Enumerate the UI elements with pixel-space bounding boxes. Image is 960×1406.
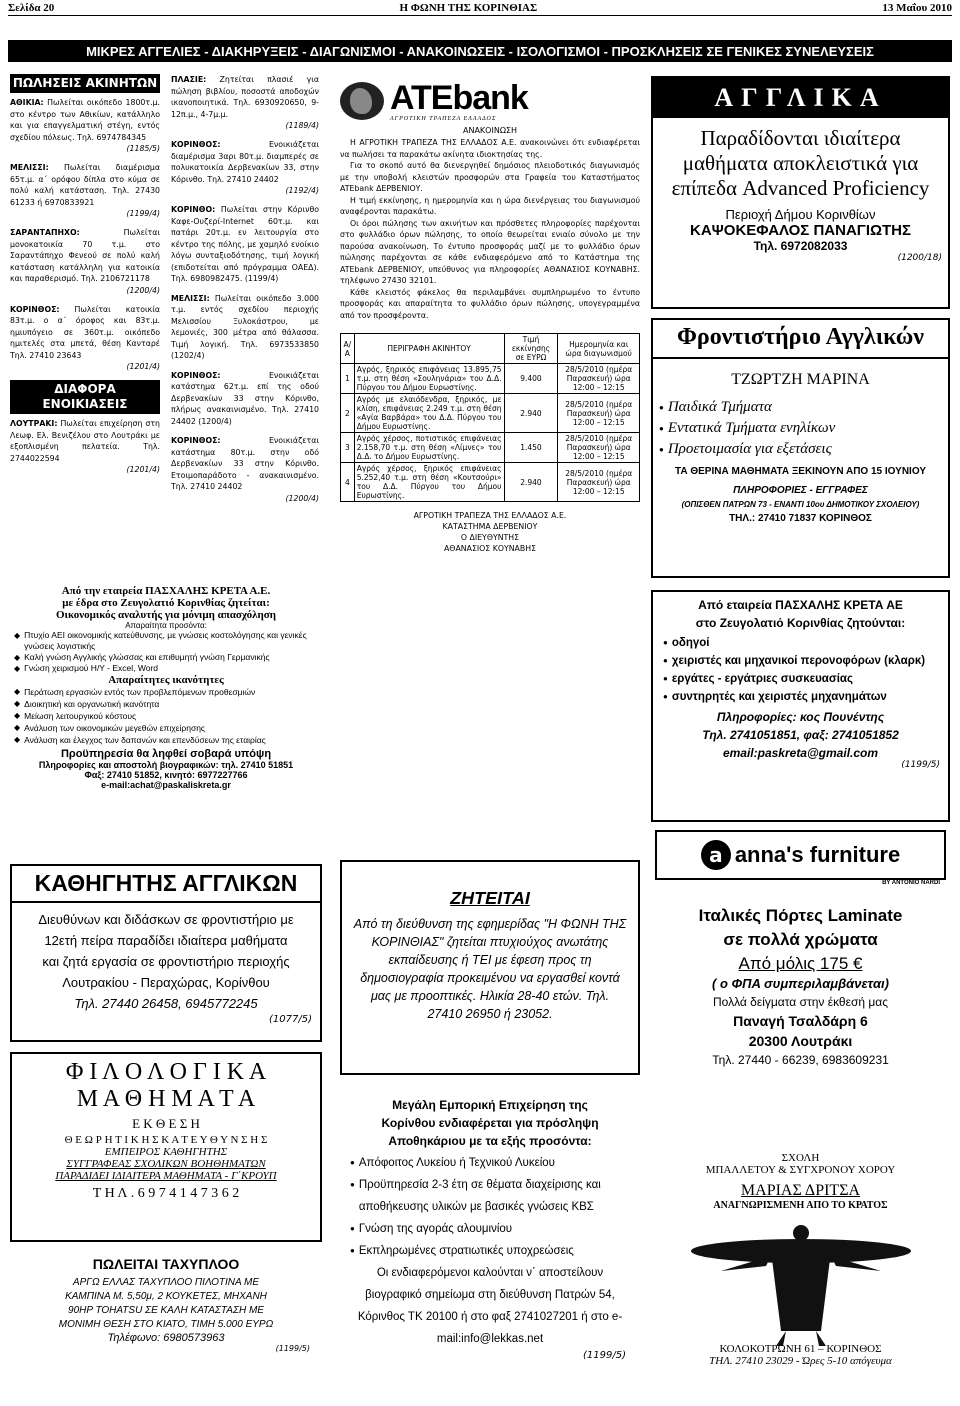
list-item-text: συντηρητές και χειριστές μηχανημάτων (671, 691, 887, 703)
job-title: Οικονομικός αναλυτής για μόνιμη απασχόληση (55, 609, 277, 621)
list-item-text: εργάτες - εργάτριες συσκευασίας (671, 673, 853, 685)
philology-line: ΠΑΡΑΔΙΔΕΙ ΙΔΙΑΙΤΕΡΑ ΜΑΘΗΜΑΤΑ - Γ΄ΚΡΟΥΠ (55, 1170, 277, 1182)
table-cell: Αγρός με ελαιόδενδρα, ξηρικός, με κλίση, επιφάνειας 2.249 τ.μ. στη θέση «Αγία Βαρβάρα» του Δ.Δ. Πύργου του Δήμου Ευρωστίνης. (354, 394, 504, 433)
teacher-line: Διευθύνων και διδάσκων σε φροντιστήριο με (38, 912, 294, 927)
english-line: μαθήματα αποκλειστικά για (682, 151, 919, 175)
lekkas-line: Μεγάλη Εμπορική Επιχείρηση της (392, 1098, 588, 1112)
speedboat-phone: Τηλέφωνο: 6980573963 (107, 1332, 225, 1344)
classified-ad-location: ΛΟΥΤΡΑΚΙ: (10, 419, 58, 428)
table-cell: Αγρός χέρσος, ποτιστικός επιφάνειας 2.158,70 τ.μ. στη θέση «Λίμνες» του Δ.Δ. το Δήμου Ευρωστίνης. (354, 433, 504, 463)
pask2-phone: Τηλ. 2741051851, φαξ: 2741051852 (702, 728, 899, 742)
list-item-text: Προετοιμασία για εξετάσεις (667, 441, 832, 457)
list-item-text: οδηγοί (671, 637, 710, 649)
teacher-line: και ζητά εργασία σε φροντιστήριο περιοχής (42, 954, 290, 969)
list-item (10, 630, 322, 652)
tutoring-name: ΤΖΩΡΤΖΗ ΜΑΡΙΝΑ (731, 371, 870, 388)
bullet-icon: ◆ (14, 723, 21, 732)
table-cell: 1 (341, 364, 355, 394)
classified-ad-location: ΑΘΙΚΙΑ: (10, 98, 44, 107)
philology-line: Ε Κ Θ Ε Σ Η (132, 1116, 200, 1131)
pask2-email: email:paskreta@gmail.com (722, 746, 879, 760)
table-cell: 2.940 (504, 394, 558, 433)
signature-line: ΚΑΤΑΣΤΗΜΑ ΔΕΡΒΕΝΙΟΥ (442, 522, 538, 531)
accountant-job-ad (10, 585, 322, 850)
speedboat-sale-ad (10, 1248, 322, 1398)
store-byline: BY ANTONIO NARDI (882, 880, 940, 886)
section-banner: ΜΙΚΡΕΣ ΑΓΓΕΛΙΕΣ - ΔΙΑΚΗΡΥΞΕΙΣ - ΔΙΑΓΩΝΙΣΜΟΙ - ΑΝΑΚΟΙΝΩΣΕΙΣ - ΙΣΟΛΟΓΙΣΜΟΙ - ΠΡΟΣΚΛΗΣΕΙΣ ΣΕ ΓΕΝΙΚΕΣ ΣΥΝΕΛΕΥΣΕΙΣ (8, 40, 952, 62)
ad-code: (1201/4) (126, 362, 160, 371)
table-cell: 3 (341, 433, 355, 463)
table-row (341, 433, 640, 463)
classified-ad (171, 139, 319, 185)
english-lessons-ad (651, 76, 950, 309)
property-table (340, 333, 640, 502)
skills-label: Απαραίτητες ικανότητες (108, 674, 224, 686)
classified-ad-text: Πωλείται διαμέρισμα 65τ.μ. α΄ ορόφου δίπλα στο κύμα σε πολύ καλή κατάσταση. Τηλ. 27430 61233 ή 6970833921 (10, 163, 160, 207)
list-item (10, 698, 322, 710)
dance-name: ΜΑΡΙΑΣ ΔΡΙΤΣΑ (740, 1182, 861, 1199)
list-item (659, 397, 948, 418)
dance-phone: ΤΗΛ. 27410 23029 - Ώρες 5-10 απόγευμα (709, 1355, 892, 1367)
list-item (663, 670, 938, 688)
english-area: Περιοχή Δήμου Κορινθίων (725, 207, 876, 222)
list-item (659, 439, 948, 460)
summer-notice: ΤΑ ΘΕΡΙΝΑ ΜΑΘΗΜΑΤΑ ΞΕΚΙΝΟΥΝ ΑΠΟ 15 ΙΟΥΝΙΟΥ (674, 466, 926, 477)
teacher-phone: Τηλ. 27440 26458, 6945772245 (74, 996, 258, 1011)
list-item (10, 663, 322, 674)
atebank-paragraph: Οι όροι πώλησης των ακινήτων και πρόσθετες πληροφορίες παρέχονται στο φυλλάδιο όρων πώλησης, το οποίο θεωρείται ενιαίο σύνολο με την παρούσα ανακοίνωση. Το έντυπο προσφοράς μαζί με το φυλλάδιο όρων πώλησης παρέχονται σε κάθε ενδιαφερόμενο από το Κατάστημα της ATEbank ΔΕΡΒΕΝΙΟΥ, υπεύθυνος για πληροφορίες ΑΘΑΝΑΣΙΟΣ ΚΟΥΝΑΒΗΣ. τηλέφωνο 27430 32101. (340, 218, 640, 285)
furniture-address: Παναγή Τσαλδάρη 6 (733, 1013, 868, 1029)
table-cell: Αγρός χέρσος, ξηρικός επιφάνειας 5.252,40 τ.μ. στη θέση «Κουτσούρι» του Δ.Δ. Πύργου του Δήμου Ευρωστίνης. (354, 463, 504, 502)
ad-code: (1199/5) (275, 1344, 310, 1353)
wanted-body: Από τη διεύθυνση της εφημερίδας "Η ΦΩΝΗ ΤΗΣ ΚΟΡΙΝΘΙΑΣ" ζητείται πτυχιούχος ανωτάτης εκπαίδευσης ή ΤΕΙ με έφεση προς τη δημοσιογραφία προκειμένου να εργασθεί κοντά μας με προοπτικές. Ηλικία 28-40 ετών. Τηλ. 27410 26950 ή 23052. (353, 917, 627, 1021)
bullet-icon: ● (663, 638, 668, 647)
teacher-line: Λουτρακίου - Περαχώρας, Κορίνθου (62, 975, 270, 990)
lekkas-line: Κορίνθου ενδιαφέρεται για πρόσληψη (381, 1116, 599, 1130)
table-header-cell: Ημερομηνία και ώρα διαγωνισμού (558, 334, 640, 364)
table-cell: 4 (341, 463, 355, 502)
atebank-paragraph: Η τιμή εκκίνησης, η ημερομηνία και η ώρα διενέργειας του διαγωνισμού αναφέρονται παρακάτω. (340, 195, 640, 216)
classified-ad-location: ΚΟΡΙΝΘΟ: (171, 205, 216, 214)
table-cell: 2.940 (504, 463, 558, 502)
classified-ad-text: Ενοικιάζεται διαμέρισμα 3αρι 80τ.μ. διαμπερές σε πολυκατοικία Δερβενακίων 33, στην Κόρινθο. Τηλ. 27410 24402 (171, 140, 319, 184)
list-item-text: Ανάλυση των οικονομικών μεγεθών επιχείρησης (24, 723, 206, 733)
atebank-logo: ATEbank (390, 80, 528, 117)
pask2-line: Από εταιρεία ΠΑΣΧΑΛΗΣ ΚΡΕΤΑ ΑΕ (698, 598, 903, 612)
english-phone: Τηλ. 6972082033 (753, 239, 848, 253)
classified-ad (171, 293, 319, 362)
classified-ad-location: ΚΟΡΙΝΘΟΣ: (171, 436, 221, 445)
experience-note: Προϋπηρεσία θα ληφθεί σοβαρά υπόψη (60, 748, 272, 760)
list-item-text: Μείωση λειτουργικού κόστους (24, 711, 137, 721)
bullet-icon: ◆ (14, 699, 21, 708)
english-teacher-ad (10, 864, 322, 1042)
bullet-icon: ● (659, 403, 664, 412)
english-teacher: ΚΑΨΟΚΕΦΑΛΟΣ ΠΑΝΑΓΙΩΤΗΣ (689, 222, 912, 239)
section-header-misc-rentals: ΔΙΑΦΟΡΑ ΕΝΟΙΚΙΑΣΕΙΣ (10, 380, 160, 414)
furniture-line: Ιταλικές Πόρτες Laminate (698, 906, 903, 925)
classified-ad-text: Ενοικιάζεται κατάστημα 62τ.μ. επί της οδού Δερβενακίων 33 στην Κόρινθο, πλήρως ανακαινισμένο. Τηλ. 27410 24402 (1200/4) (171, 370, 319, 426)
lekkas-contact: Οι ενδιαφερόμενοι καλούνται ν΄ αποστείλουν βιογραφικό σημείωμα στη διεύθυνση Πατρών 54, Κόρινθος ΤΚ 20100 ή στο φαξ 2741027201 ή στο e-mail:info@lekkas.net (357, 1267, 623, 1345)
list-item-text: Καλή γνώση Αγγλικής γλώσσας και επιθυμητή γνώση Γερμανικής (24, 652, 270, 662)
classified-ad-text: Ενοικιάζεται κατάστημα 80τ.μ. στην οδό Δερβενακίων 33 στην Κόρινθο. Ετοιμοπαράδοτο - ανακαινισμένο. Τηλ. 27410 24402 (171, 436, 319, 491)
bullet-icon: ◆ (14, 664, 21, 673)
table-header-cell: ΠΕΡΙΓΡΑΦΗ ΑΚΙΝΗΤΟΥ (354, 334, 504, 364)
list-item (10, 710, 322, 722)
furniture-line: σε πολλά χρώματα (723, 930, 878, 949)
classified-ad-location: ΜΕΛΙΣΣΙ: (171, 293, 210, 303)
signature-line: ΑΘΑΝΑΣΙΟΣ ΚΟΥΝΑΒΗΣ (443, 544, 537, 553)
classifieds-column-2 (171, 74, 319, 584)
classifieds-column-1 (10, 74, 160, 584)
info-label: ΠΛΗΡΟΦΟΡΙΕΣ - ΕΓΓΡΑΦΕΣ (733, 485, 868, 496)
classified-ad-location: ΚΟΡΙΝΘΟΣ: (10, 304, 60, 314)
table-cell: 28/5/2010 (ημέρα Παρασκευή) ώρα 12:00 – 12:15 (558, 364, 640, 394)
section-header-property-sales: ΠΩΛΗΣΕΙΣ ΑΚΙΝΗΤΩΝ (10, 74, 160, 93)
list-item-text: Απόφοιτος Λυκείου ή Τεχνικού Λυκείου (358, 1157, 555, 1169)
list-item-text: Γνώση της αγοράς αλουμινίου (358, 1223, 513, 1235)
classified-ad (171, 435, 319, 493)
classified-ad-text: Ζητείται πλασιέ για πώληση βιβλίου, ποσοστά αποδοχών ικανοποιητικά. Τηλ. 6930920650, 9-12π.μ., 4-7μ.μ. (171, 75, 319, 119)
classified-ad-text: Πωλείται μονοκατοικία 70 τ.μ. στο Σαραντάπηχο Φενεού σε πολύ καλή κατάσταση κατάλληλη για κατοικία και παραθερισμό. Τηλ. 2106721178 (10, 228, 160, 283)
tutoring-title: Φροντιστήριο Αγγλικών (653, 320, 948, 359)
classified-ad-location: ΣΑΡΑΝΤΑΠΗΧΟ: (10, 228, 80, 237)
speedboat-line: ΚΑΜΠΙΝΑ Μ. 5,50μ, 2 ΚΟΥΚΕΤΕΣ, ΜΗΧΑΝΗ (65, 1291, 267, 1302)
speedboat-line: ΑΡΓΩ ΕΛΛΑΣ ΤΑΧΥΠΛΟΟ ΠΙΛΟΤΙΝΑ ΜΕ (72, 1277, 260, 1288)
bullet-icon: ● (350, 1180, 355, 1189)
atebank-logo-icon (340, 82, 384, 120)
list-item (663, 688, 938, 706)
speedboat-title: ΠΩΛΕΙΤΑΙ ΤΑΧΥΠΛΟΟ (92, 1256, 240, 1272)
list-item-text: Ανάλυση και έλεγχος των δαπανών και επενδύσεων της εταιρίας (24, 735, 266, 745)
furniture-price: Από μόλις 175 € (738, 954, 863, 973)
dance-line: ΣΧΟΛΗ (781, 1152, 820, 1164)
list-item-text: Πτυχίο ΑΕΙ οικονομικής κατεύθυνσης, με γνώσεις κοστολόγησης και γενικές γνώσεις λογιστικής (24, 630, 307, 651)
teacher-title: ΚΑΘΗΓΗΤΗΣ ΑΓΓΛΙΚΩΝ (12, 866, 320, 903)
classified-ad (10, 418, 160, 464)
classified-ad (10, 227, 160, 285)
classified-ad (171, 74, 319, 120)
warehouse-job-ad (340, 1088, 640, 1398)
list-item (10, 722, 322, 734)
list-item (10, 686, 322, 698)
atebank-paragraph: Για το σκοπό αυτό θα διενεργηθεί δημόσιος πλειοδοτικός διαγωνισμός με την υποβολή κλειστών προσφορών στα Γραφεία του Καταστήματος ATEbank ΔΕΡΒΕΝΙΟΥ. (340, 161, 640, 193)
store-logo: anna's furniture (734, 842, 901, 867)
speedboat-line: ΜΟΝΙΜΗ ΘΕΣΗ ΣΤΟ ΚΙΑΤΟ, ΤΙΜΗ 5.000 ΕΥΡΩ (58, 1319, 274, 1330)
bullet-icon: ● (663, 656, 668, 665)
bullet-icon: ◆ (14, 735, 21, 744)
dance-line: ΜΠΑΛΛΕΤΟΥ & ΣΥΓΧΡΟΝΟΥ ΧΟΡΟΥ (705, 1164, 896, 1176)
classified-ad (10, 97, 160, 143)
contact-line: Φαξ: 27410 51852, κινητό: 6977227766 (84, 770, 248, 780)
atebank-subtitle: ΑΓΡΟΤΙΚΗ ΤΡΑΠΕΖΑ ΕΛΛΑΔΟΣ (390, 116, 497, 122)
dancers-illustration (651, 1211, 950, 1351)
tutoring-phone: ΤΗΛ.: 27410 71837 ΚΟΡΙΝΘΟΣ (729, 513, 872, 524)
ad-code: (1185/5) (126, 144, 160, 153)
furniture-address: 20300 Λουτράκι (748, 1033, 853, 1049)
classified-ad (10, 162, 160, 208)
speedboat-line: 90HP TOHATSU ΣΕ ΚΑΛΗ ΚΑΤΑΣΤΑΣΗ ΜΕ (68, 1305, 264, 1316)
list-item (659, 418, 948, 439)
bullet-icon: ● (350, 1158, 355, 1167)
philology-line: ΣΥΓΓΡΑΦΕΑΣ ΣΧΟΛΙΚΩΝ ΒΟΗΘΗΜΑΤΩΝ (66, 1158, 266, 1170)
ad-code: (1077/5) (269, 1014, 312, 1025)
list-item-text: Περάτωση εργασιών εντός των προβλεπόμενων προθεσμιών (24, 687, 256, 697)
store-logo-icon: a (701, 840, 731, 870)
table-header-cell: Τιμή εκκίνησης σε ΕΥΡΩ (504, 334, 558, 364)
list-item-text: Γνώση χειρισμού Η/Υ - Excel, Word (24, 663, 159, 673)
furniture-phone: Τηλ. 27440 - 66239, 6983609231 (712, 1053, 889, 1067)
bullet-icon: ◆ (14, 711, 21, 720)
signature-line: ΑΓΡΟΤΙΚΗ ΤΡΑΠΕΖΑ ΤΗΣ ΕΛΛΑΔΟΣ Α.Ε. (413, 511, 567, 520)
classified-ad-text: Πωλείται οικόπεδο 1800τ.μ. στο κέντρο των Αθικίων, κατάλληλο και για επαγγελματική στέγη, εντός σχεδίου πόλεως. Τηλ. 6974784345 (10, 98, 160, 142)
classified-ad (171, 370, 319, 428)
bullet-icon: ● (659, 445, 664, 454)
table-cell: 28/5/2010 (ημέρα Παρασκευή) ώρα 12:00 – 12:15 (558, 433, 640, 463)
bullet-icon: ◆ (14, 631, 21, 640)
contact-line: Πληροφορίες και αποστολή βιογραφικών: τηλ. 27410 51851 (38, 760, 294, 770)
lekkas-line: Αποθηκάριου με τα εξής προσόντα: (388, 1134, 592, 1148)
list-item (10, 652, 322, 663)
atebank-paragraph: Κάθε κλειστός φάκελος θα περιλαμβάνει συμπληρωμένο το έντυπο προσφοράς και απαραίτητα το φυλλάδιο όρων πώλησης, υπογεγραμμένα από τον προσφέροντα. (340, 287, 640, 320)
english-title: ΑΓΓΛΙΚΑ (653, 78, 948, 118)
teacher-line: 12ετή πείρα παραδίδει ιδιαίτερα μαθήματα (44, 933, 288, 948)
contact-email: e-mail:achat@paskaliskreta.gr (101, 780, 231, 790)
page-number: Σελίδα 20 (8, 1, 55, 14)
bullet-icon: ● (663, 692, 668, 701)
issue-date: 13 Μαΐου 2010 (882, 1, 952, 14)
atebank-title: ΑΝΑΚΟΙΝΩΣΗ (463, 126, 517, 135)
company-line: Από την εταιρεία ΠΑΣΧΑΛΗΣ ΚΡΕΤΑ Α.Ε. (61, 585, 271, 597)
company-line: με έδρα στο Ζευγολατιό Κορινθίας ζητείται: (62, 597, 270, 609)
dance-school-ad (651, 1148, 950, 1398)
bullet-icon: ● (659, 424, 664, 433)
classified-ad-location: ΜΕΛΙΣΣΙ: (10, 163, 49, 172)
list-item (350, 1174, 630, 1218)
table-cell: 28/5/2010 (ημέρα Παρασκευή) ώρα 12:00 – 12:15 (558, 394, 640, 433)
journalist-wanted-ad (340, 860, 640, 1075)
ad-code: (1192/4) (285, 186, 319, 195)
philology-lessons-ad (10, 1052, 322, 1242)
atebank-paragraph: Η ΑΓΡΟΤΙΚΗ ΤΡΑΠΕΖΑ ΤΗΣ ΕΛΛΑΔΟΣ Α.Ε. ανακοινώνει ότι ενδιαφέρεται να πωλήσει τα παρακάτω ακίνητα ιδιοκτησίας της. (340, 138, 640, 159)
table-row (341, 463, 640, 502)
furniture-vat: ( ο ΦΠΑ συμπεριλαμβάνεται) (712, 976, 889, 991)
list-item-text: Προϋπηρεσία 2-3 έτη σε θέματα διαχείρισης και αποθήκευσης υλικών με βασικές γνώσεις ΚΒΣ (358, 1179, 601, 1213)
list-item-text: χειριστές και μηχανικοί περονοφόρων (κλαρκ) (671, 655, 926, 667)
newspaper-name: Η ΦΩΝΗ ΤΗΣ ΚΟΡΙΝΘΙΑΣ (399, 1, 538, 14)
philology-phone: Τ Η Λ . 6 9 7 4 1 4 7 3 6 2 (92, 1186, 240, 1201)
table-cell: Αγρός, ξηρικός επιφάνειας 13.895,75 τ.μ. στη θέση «Σουληνάρια» του Δ.Δ. Πύργου του Δήμου Ευρωστίνης. (354, 364, 504, 394)
list-item (663, 634, 938, 652)
list-item (10, 734, 322, 746)
english-line: Παραδίδονται ιδιαίτερα (700, 126, 901, 150)
page-header (8, 0, 952, 16)
classified-ad-location: ΚΟΡΙΝΘΟΣ: (171, 370, 221, 380)
atebank-signature (340, 510, 640, 554)
bullet-icon: ● (663, 674, 668, 683)
dance-line: ΑΝΑΓΝΩΡΙΣΜΕΝΗ ΑΠΟ ΤΟ ΚΡΑΤΟΣ (713, 1200, 888, 1211)
table-header-cell: Α/Α (341, 334, 355, 364)
table-cell: 28/5/2010 (ημέρα Παρασκευή) ώρα 12:00 – 12:15 (558, 463, 640, 502)
list-item-text: Εντατικά Τμήματα ενηλίκων (667, 420, 836, 436)
ad-code: (1199/5) (901, 760, 940, 770)
table-cell: 1.450 (504, 433, 558, 463)
ad-code: (1200/4) (285, 493, 319, 503)
ad-code: (1200/18) (897, 253, 942, 263)
list-item (350, 1152, 630, 1174)
bullet-icon: ● (350, 1246, 355, 1255)
philology-line: ΕΜΠΕΙΡΟΣ ΚΑΘΗΓΗΤΗΣ (104, 1146, 228, 1158)
ad-code: (1199/4) (126, 209, 160, 218)
tutoring-address: (ΟΠΙΣΘΕΝ ΠΑΤΡΩΝ 73 - ΕΝΑΝΤΙ 10ου ΔΗΜΟΤΙΚΟΥ ΣΧΟΛΕΙΟΥ) (681, 500, 920, 509)
furniture-line: Πολλά δείγματα στην έκθεσή μας (712, 995, 889, 1009)
factory-workers-ad (651, 590, 950, 822)
list-item (350, 1240, 630, 1262)
list-item (350, 1218, 630, 1240)
english-line: επίπεδα Advanced Proficiency (671, 176, 930, 200)
bullet-icon: ● (350, 1224, 355, 1233)
dance-address: ΚΟΛΟΚΟΤΡΩΝΗ 61 – ΚΟΡΙΝΘΟΣ (719, 1343, 882, 1355)
classified-ad-text: Πωλείται επιχείρηση στη Λεωφ. Ελ. Βενιζέλου στο Λουτράκι με εξοπλισμένη πελατεία. Τηλ. 2744022594 (10, 419, 160, 463)
furniture-store-ad (651, 830, 950, 1140)
ad-code: (1189/4) (285, 121, 319, 130)
list-item-text: Παιδικά Τμήματα (667, 399, 772, 415)
table-cell: 9.400 (504, 364, 558, 394)
ad-code: (1199/5) (583, 1350, 626, 1361)
philology-line: Θ Ε Ω Ρ Η Τ Ι Κ Η Σ Κ Α Τ Ε Υ Θ Υ Ν Σ Η Σ (64, 1134, 268, 1146)
philology-title: Μ Α Θ Η Μ Α Τ Α (76, 1086, 256, 1112)
ad-code: (1201/4) (126, 465, 160, 474)
list-item (663, 652, 938, 670)
table-cell: 2 (341, 394, 355, 433)
tutoring-center-ad (651, 318, 950, 578)
classified-ad-text: Πωλείται στην Κόρινθο Καφε-Ουζερί-Internet 60τ.μ. και πατάρι 20τ.μ. εν λειτουργία στο κέντρο της πόλης, με χαμηλό ενοίκιο λόγω συνταξιοδότησης, τιμή λογική (επιδοτείται από πρόγραμμα ΟΑΕΔ). Τηλ. 6980982475. (1199/4) (171, 205, 319, 283)
bullet-icon: ◆ (14, 653, 21, 662)
bullet-icon: ◆ (14, 687, 21, 696)
pask2-contact: Πληροφορίες: κος Πουνέντης (716, 710, 885, 724)
philology-title: Φ Ι Λ Ο Λ Ο Γ Ι Κ Α (65, 1059, 267, 1085)
pask2-line: στο Ζευγολατιό Κορινθίας ζητούνται: (695, 616, 906, 630)
classified-ad (10, 304, 160, 362)
list-item-text: Εκπληρωμένες στρατιωτικές υποχρεώσεις (358, 1245, 574, 1257)
classified-ad-text: Πωλείται οικόπεδο 3.000 τ.μ. εντός σχεδίου περιοχής Μελισσίου Ξυλοκάστρου, με λεμονιές, 300 μέτρα από θάλασσα. Τιμή λογική. Τηλ. 6973533850 (1202/4) (171, 293, 319, 360)
classified-ad-location: ΚΟΡΙΝΘΟΣ: (171, 140, 221, 149)
classified-ad-text: Πωλείται κατοικία 83τ.μ. ο α΄ όροφος και 83τ.μ. ημιυπόγειο σε 360τ.μ. οικόπεδο ημιτελές στα μπετά, θέση Κανταρέ Τηλ. 27410 23643 (10, 304, 160, 360)
atebank-notice (340, 80, 640, 850)
requirements-label: Απαραίτητα προσόντα: (125, 621, 207, 630)
ad-code: (1200/4) (126, 285, 160, 295)
table-row (341, 394, 640, 433)
wanted-title: ΖΗΤΕΙΤΑΙ (450, 888, 530, 908)
list-item-text: Διοικητική και οργανωτική ικανότητα (24, 699, 160, 709)
signature-line: Ο ΔΙΕΥΘΥΝΤΗΣ (460, 533, 520, 542)
classified-ad (171, 204, 319, 285)
table-row (341, 364, 640, 394)
classified-ad-location: ΠΛΑΣΙΕ: (171, 75, 207, 84)
